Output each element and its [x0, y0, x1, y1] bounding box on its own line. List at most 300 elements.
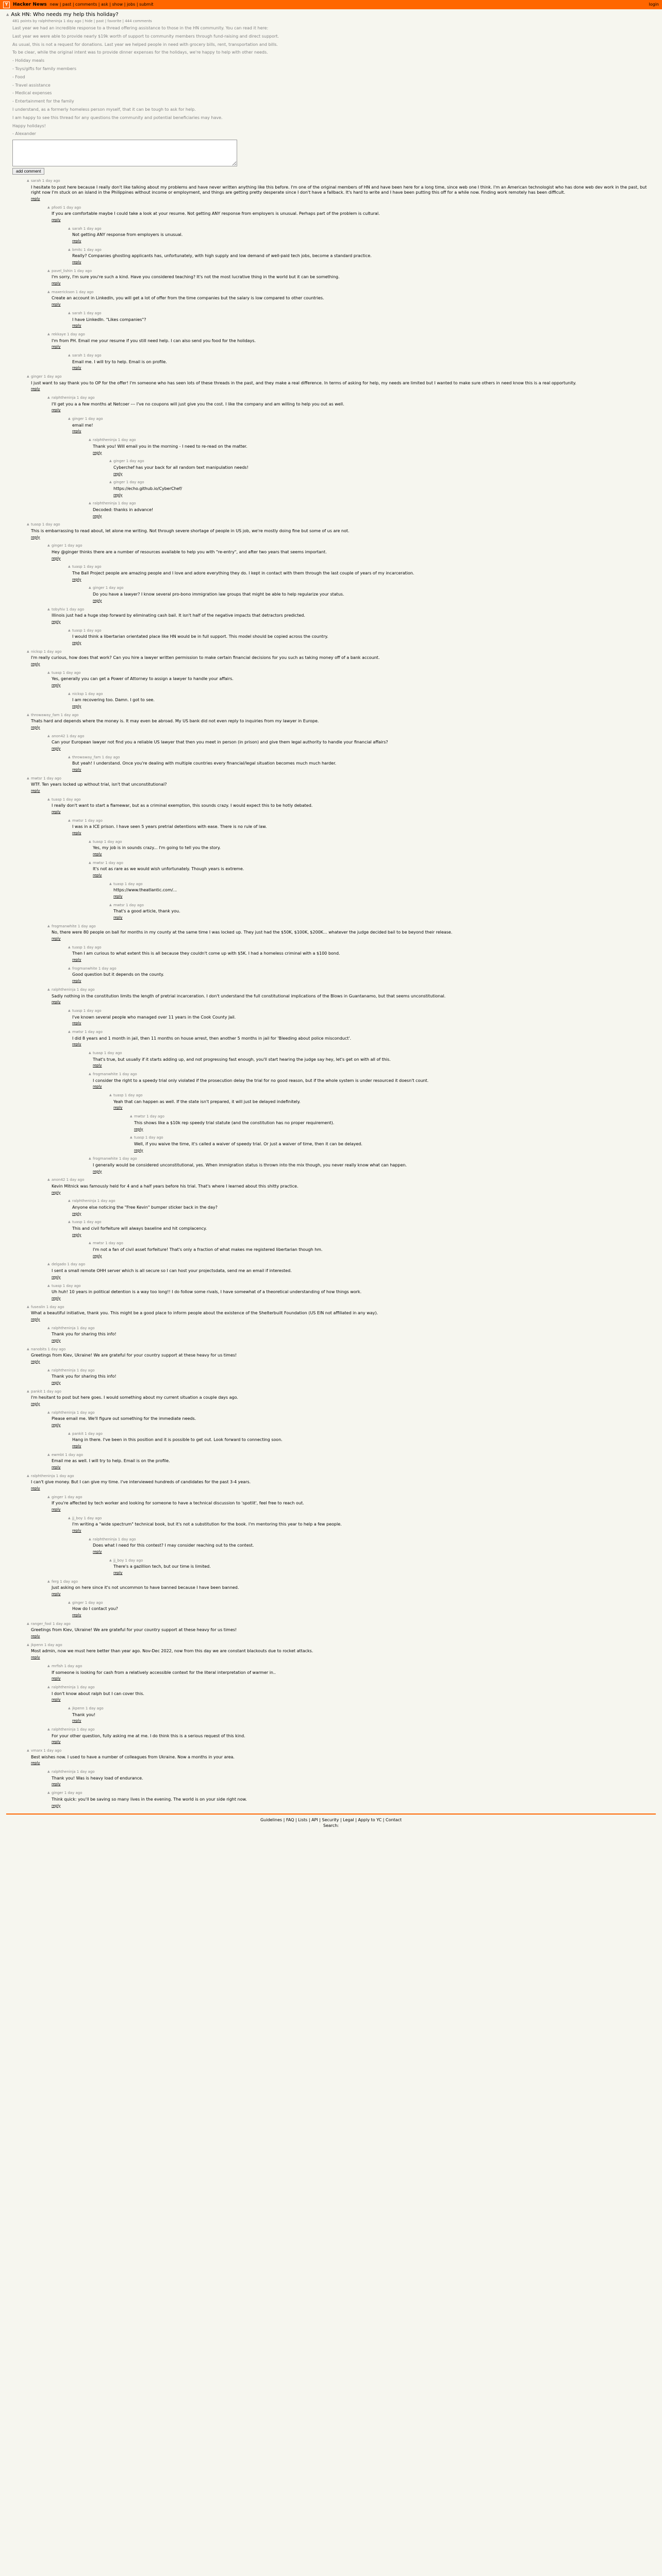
comment-user[interactable]: tuasp	[52, 670, 62, 675]
upvote-icon[interactable]: ▲	[89, 586, 91, 590]
comment-user[interactable]: tuasp	[93, 839, 103, 844]
upvote-icon[interactable]: ▲	[47, 205, 50, 209]
comment-user[interactable]: ginger	[52, 1495, 63, 1499]
reply-link[interactable]: reply	[72, 1211, 81, 1216]
comment-user[interactable]: ralphtheninja	[52, 988, 76, 992]
upvote-icon[interactable]: ▲	[47, 1579, 50, 1583]
reply-link[interactable]: reply	[52, 1803, 61, 1808]
reply-link[interactable]: reply	[93, 1550, 102, 1554]
upvote-icon[interactable]: ▲	[68, 353, 71, 358]
comment-age[interactable]: 1 day ago	[52, 1622, 71, 1626]
reply-link[interactable]: reply	[52, 937, 61, 941]
reply-link[interactable]: reply	[113, 894, 123, 899]
reply-link[interactable]: reply	[113, 916, 123, 920]
comment-age[interactable]: 1 day ago	[60, 1579, 78, 1584]
upvote-icon[interactable]: ▲	[47, 544, 50, 548]
upvote-icon[interactable]: ▲	[47, 269, 50, 273]
reply-link[interactable]: reply	[52, 281, 61, 286]
upvote-icon[interactable]: ▲	[68, 1516, 71, 1520]
reply-link[interactable]: reply	[31, 1634, 40, 1639]
comment-user[interactable]: ralphtheninja	[93, 438, 117, 443]
reply-link[interactable]: reply	[52, 408, 61, 413]
comment-age[interactable]: 1 day ago	[85, 818, 103, 823]
upvote-icon[interactable]: ▲	[47, 1770, 50, 1774]
reply-link[interactable]: reply	[31, 1655, 40, 1660]
upvote-icon[interactable]: ▲	[89, 860, 91, 865]
comment-age[interactable]: 1 day ago	[75, 290, 94, 295]
comment-user[interactable]: throwaway_fam	[31, 713, 60, 717]
upvote-icon[interactable]: ▲	[109, 882, 112, 886]
reply-link[interactable]: reply	[72, 429, 81, 434]
reply-link[interactable]: reply	[52, 1275, 61, 1279]
reply-link[interactable]: reply	[52, 1592, 61, 1597]
reply-link[interactable]: reply	[31, 535, 40, 539]
comment-age[interactable]: 1 day ago	[124, 882, 143, 886]
comment-age[interactable]: 1 day ago	[85, 1706, 104, 1711]
upvote-icon[interactable]: ▲	[68, 945, 71, 950]
upvote-icon[interactable]: ▲	[47, 1326, 50, 1330]
comment-user[interactable]: vmarx	[31, 1749, 43, 1753]
comment-age[interactable]: 1 day ago	[64, 1791, 82, 1795]
upvote-icon[interactable]: ▲	[47, 396, 50, 400]
story-title[interactable]: Ask HN: Who needs my help this holiday?	[11, 12, 119, 18]
comment-age[interactable]: 1 day ago	[66, 1178, 85, 1182]
reply-link[interactable]: reply	[52, 302, 61, 307]
reply-link[interactable]: reply	[52, 556, 61, 561]
comment-age[interactable]: 1 day ago	[43, 1389, 61, 1394]
upvote-icon[interactable]: ▲	[68, 1706, 71, 1710]
reply-link[interactable]: reply	[72, 260, 81, 265]
comment-user[interactable]: delgado	[52, 1262, 67, 1267]
comment-age[interactable]: 1 day ago	[105, 1241, 123, 1246]
comment-age[interactable]: 1 day ago	[83, 311, 102, 316]
comment-age[interactable]: 1 day ago	[85, 1030, 103, 1035]
comment-age[interactable]: 1 day ago	[44, 1643, 62, 1648]
comment-user[interactable]: pavel_lishin	[52, 269, 73, 274]
reply-link[interactable]: reply	[72, 366, 81, 370]
upvote-icon[interactable]: ▲	[27, 713, 29, 717]
upvote-icon[interactable]: ▲	[27, 776, 29, 780]
comment-age[interactable]: 1 day ago	[118, 438, 136, 443]
comment-user[interactable]: tuasp	[72, 945, 82, 950]
reply-link[interactable]: reply	[52, 619, 61, 624]
comment-age[interactable]: 1 day ago	[83, 628, 102, 633]
reply-link[interactable]: reply	[31, 1401, 40, 1406]
comment-user[interactable]: frogmanwhite	[72, 967, 97, 971]
comment-user[interactable]: mwtsr	[72, 818, 84, 823]
comment-age[interactable]: 1 day ago	[85, 1600, 103, 1605]
comment-user[interactable]: jj_boy	[72, 1516, 83, 1520]
comment-user[interactable]: ewmbt	[52, 1452, 64, 1457]
comment-age[interactable]: 1 day ago	[62, 670, 81, 675]
comment-user[interactable]: ginger	[52, 544, 63, 548]
upvote-icon[interactable]: ▲	[27, 1389, 29, 1393]
upvote-icon[interactable]: ▲	[109, 459, 112, 463]
upvote-icon[interactable]: ▲	[68, 226, 71, 230]
reply-link[interactable]: reply	[31, 725, 40, 730]
upvote-icon[interactable]: ▲	[89, 1241, 91, 1245]
reply-link[interactable]: reply	[72, 1613, 81, 1618]
comment-user[interactable]: mwtsr	[31, 776, 42, 781]
reply-link[interactable]: reply	[72, 640, 81, 645]
upvote-icon[interactable]: ▲	[6, 12, 9, 17]
reply-link[interactable]: reply	[72, 324, 81, 328]
reply-link[interactable]: reply	[31, 1359, 40, 1364]
comment-age[interactable]: 1 day ago	[64, 544, 82, 548]
comment-user[interactable]: ranger_fool	[31, 1622, 52, 1626]
comment-user[interactable]: ralphtheninja	[72, 1199, 96, 1204]
upvote-icon[interactable]: ▲	[27, 1473, 29, 1478]
comment-age[interactable]: 1 day ago	[62, 797, 81, 802]
comment-user[interactable]: ralphtheninja	[52, 1727, 76, 1732]
upvote-icon[interactable]: ▲	[47, 1410, 50, 1414]
comment-user[interactable]: tuasp	[72, 1220, 82, 1225]
upvote-icon[interactable]: ▲	[109, 480, 112, 484]
comment-user[interactable]: ralphtheninja	[52, 1368, 76, 1372]
upvote-icon[interactable]: ▲	[47, 1727, 50, 1732]
add-comment-button[interactable]: add comment	[12, 168, 44, 175]
upvote-icon[interactable]: ▲	[89, 1537, 91, 1541]
reply-link[interactable]: reply	[52, 1507, 61, 1512]
comment-user[interactable]: pankit	[72, 1431, 84, 1436]
comment-user[interactable]: tuasp	[93, 1051, 103, 1056]
upvote-icon[interactable]: ▲	[47, 924, 50, 928]
comment-age[interactable]: 1 day ago	[60, 713, 79, 717]
comment-user[interactable]: nicksp	[72, 691, 84, 696]
upvote-icon[interactable]: ▲	[89, 501, 91, 505]
comment-age[interactable]: 1 day ago	[76, 1727, 95, 1732]
comment-user[interactable]: frogmanwhite	[93, 1072, 118, 1077]
upvote-icon[interactable]: ▲	[68, 967, 71, 971]
reply-link[interactable]: reply	[72, 1529, 81, 1533]
comment-user[interactable]: pfooti	[52, 205, 62, 210]
upvote-icon[interactable]: ▲	[109, 1558, 112, 1562]
comment-age[interactable]: 1 day ago	[66, 607, 85, 612]
reply-link[interactable]: reply	[72, 958, 81, 962]
reply-link[interactable]: reply	[52, 1676, 61, 1681]
upvote-icon[interactable]: ▲	[27, 522, 29, 527]
comment-age[interactable]: 1 day ago	[118, 1537, 136, 1541]
y-logo-icon[interactable]: Y	[3, 2, 10, 8]
reply-link[interactable]: reply	[72, 577, 81, 582]
upvote-icon[interactable]: ▲	[27, 1304, 29, 1309]
upvote-icon[interactable]: ▲	[47, 1664, 50, 1668]
comment-age[interactable]: 1 day ago	[83, 1009, 102, 1013]
upvote-icon[interactable]: ▲	[27, 1347, 29, 1351]
reply-link[interactable]: reply	[52, 1465, 61, 1469]
comment-age[interactable]: 1 day ago	[124, 1093, 143, 1098]
comment-user[interactable]: mrfish	[52, 1664, 63, 1669]
footer-links[interactable]: Guidelines | FAQ | Lists | API | Security | Legal | Apply to YC | Contact	[260, 1818, 402, 1823]
comment-user[interactable]: bmitc	[72, 247, 82, 252]
reply-link[interactable]: reply	[93, 1063, 102, 1068]
comment-user[interactable]: sarah	[31, 179, 41, 183]
reply-link[interactable]: reply	[72, 831, 81, 836]
upvote-icon[interactable]: ▲	[27, 1643, 29, 1647]
comment-user[interactable]: ginger	[113, 459, 125, 464]
reply-link[interactable]: reply	[31, 387, 40, 392]
upvote-icon[interactable]: ▲	[109, 903, 112, 907]
comment-age[interactable]: 1 day ago	[76, 396, 95, 400]
comment-age[interactable]: 1 day ago	[43, 776, 61, 781]
comment-user[interactable]: ralphtheninja	[52, 1410, 76, 1415]
comment-user[interactable]: throwaway_fam	[72, 755, 101, 759]
upvote-icon[interactable]: ▲	[130, 1136, 133, 1140]
comment-age[interactable]: 1 day ago	[43, 375, 62, 379]
reply-link[interactable]: reply	[52, 345, 61, 349]
upvote-icon[interactable]: ▲	[27, 1749, 29, 1753]
comment-age[interactable]: 1 day ago	[76, 1410, 95, 1415]
comment-age[interactable]: 1 day ago	[76, 1368, 95, 1372]
comment-age[interactable]: 1 day ago	[145, 1136, 163, 1140]
reply-link[interactable]: reply	[93, 450, 102, 455]
comment-age[interactable]: 1 day ago	[125, 1558, 143, 1563]
upvote-icon[interactable]: ▲	[68, 755, 71, 759]
comment-age[interactable]: 1 day ago	[85, 417, 103, 421]
comment-user[interactable]: frogmanwhite	[52, 924, 77, 928]
upvote-icon[interactable]: ▲	[47, 670, 50, 674]
comment-user[interactable]: nicksp	[31, 649, 43, 654]
upvote-icon[interactable]: ▲	[130, 1114, 133, 1118]
reply-link[interactable]: reply	[72, 1042, 81, 1047]
comment-user[interactable]: mwtsr	[134, 1114, 145, 1119]
comment-user[interactable]: mwtsr	[72, 1030, 84, 1035]
reply-link[interactable]: reply	[93, 1169, 102, 1174]
comment-user[interactable]: jj_boy	[113, 1558, 124, 1563]
comment-user[interactable]: tuasp	[113, 1093, 124, 1098]
comment-age[interactable]: 1 day ago	[83, 945, 102, 950]
comment-user[interactable]: fusealin	[31, 1304, 45, 1309]
comment-user[interactable]: sarah	[72, 353, 82, 358]
upvote-icon[interactable]: ▲	[89, 839, 91, 843]
comment-user[interactable]: rekkaye	[52, 332, 66, 337]
comment-age[interactable]: 1 day ago	[119, 1072, 137, 1077]
comment-user[interactable]: tuasp	[72, 628, 82, 633]
reply-link[interactable]: reply	[113, 493, 123, 497]
reply-link[interactable]: reply	[93, 1253, 102, 1258]
comment-user[interactable]: frogmanwhite	[93, 1157, 118, 1161]
comment-age[interactable]: 1 day ago	[84, 1516, 102, 1520]
reply-link[interactable]: reply	[52, 1740, 61, 1744]
reply-link[interactable]: reply	[72, 1232, 81, 1237]
comment-user[interactable]: ginger	[31, 375, 43, 379]
upvote-icon[interactable]: ▲	[68, 565, 71, 569]
comment-age[interactable]: 1 day ago	[66, 734, 85, 738]
comment-age[interactable]: 1 day ago	[83, 226, 102, 231]
reply-link[interactable]: reply	[93, 598, 102, 603]
reply-link[interactable]: reply	[72, 1719, 81, 1723]
reply-link[interactable]: reply	[31, 197, 40, 201]
comment-age[interactable]: 1 day ago	[104, 1051, 122, 1056]
comment-user[interactable]: ginger	[113, 480, 125, 485]
upvote-icon[interactable]: ▲	[68, 1009, 71, 1013]
comment-age[interactable]: 1 day ago	[119, 1157, 137, 1161]
reply-link[interactable]: reply	[134, 1148, 143, 1153]
login-link[interactable]: login	[649, 2, 659, 7]
comment-user[interactable]: tuasp	[72, 1009, 82, 1013]
comment-age[interactable]: 1 day ago	[118, 501, 136, 506]
reply-link[interactable]: reply	[31, 1486, 40, 1491]
comment-age[interactable]: 1 day ago	[43, 1749, 62, 1753]
comment-age[interactable]: 1 day ago	[98, 967, 117, 971]
comment-user[interactable]: tuasp	[52, 1283, 62, 1288]
comment-age[interactable]: 1 day ago	[83, 1220, 102, 1225]
upvote-icon[interactable]: ▲	[47, 1262, 50, 1266]
reply-link[interactable]: reply	[52, 1782, 61, 1787]
comment-age[interactable]: 1 day ago	[42, 522, 60, 527]
upvote-icon[interactable]: ▲	[47, 1178, 50, 1182]
upvote-icon[interactable]: ▲	[47, 1283, 50, 1287]
reply-link[interactable]: reply	[113, 1106, 123, 1110]
comment-user[interactable]: anon42	[52, 734, 65, 738]
comment-age[interactable]: 1 day ago	[74, 269, 92, 274]
comment-user[interactable]: ferg	[52, 1579, 59, 1584]
upvote-icon[interactable]: ▲	[89, 1157, 91, 1161]
comment-age[interactable]: 1 day ago	[76, 988, 95, 992]
comment-age[interactable]: 1 day ago	[42, 179, 60, 183]
comment-user[interactable]: ginger	[93, 586, 105, 590]
comment-age[interactable]: 1 day ago	[47, 1347, 66, 1351]
reply-link[interactable]: reply	[113, 471, 123, 476]
comment-user[interactable]: jkpenn	[31, 1643, 43, 1648]
upvote-icon[interactable]: ▲	[47, 1452, 50, 1456]
comment-age[interactable]: 1 day ago	[126, 903, 144, 907]
comment-user[interactable]: pankit	[31, 1389, 42, 1394]
upvote-icon[interactable]: ▲	[27, 649, 29, 653]
comment-user[interactable]: ginger	[72, 1600, 84, 1605]
upvote-icon[interactable]: ▲	[89, 1051, 91, 1055]
comment-age[interactable]: 1 day ago	[77, 924, 96, 928]
comment-age[interactable]: 1 day ago	[76, 1685, 95, 1690]
comment-user[interactable]: anon42	[52, 1178, 65, 1182]
upvote-icon[interactable]: ▲	[68, 1030, 71, 1034]
comment-user[interactable]: sarah	[72, 311, 82, 316]
comment-age[interactable]: 1 day ago	[102, 755, 120, 759]
upvote-icon[interactable]: ▲	[68, 1220, 71, 1224]
upvote-icon[interactable]: ▲	[109, 1093, 112, 1097]
reply-link[interactable]: reply	[52, 1000, 61, 1005]
comment-user[interactable]: nanobits	[31, 1347, 47, 1351]
comment-user[interactable]: ginger	[52, 1791, 63, 1795]
comment-age[interactable]: 1 day ago	[97, 1199, 115, 1204]
comment-age[interactable]: 1 day ago	[126, 459, 144, 464]
reply-link[interactable]: reply	[31, 662, 40, 666]
comment-user[interactable]: maxerickson	[52, 290, 75, 295]
comment-age[interactable]: 1 day ago	[67, 1262, 86, 1267]
comment-age[interactable]: 1 day ago	[126, 480, 144, 485]
upvote-icon[interactable]: ▲	[89, 1072, 91, 1076]
upvote-icon[interactable]: ▲	[27, 375, 29, 379]
comment-age[interactable]: 1 day ago	[85, 1431, 103, 1436]
comment-user[interactable]: ralphtheninja	[93, 501, 117, 506]
upvote-icon[interactable]: ▲	[68, 247, 71, 251]
reply-link[interactable]: reply	[52, 810, 61, 815]
comment-age[interactable]: 1 day ago	[83, 565, 102, 569]
upvote-icon[interactable]: ▲	[68, 1600, 71, 1604]
reply-link[interactable]: reply	[52, 218, 61, 223]
comment-user[interactable]: tuasp	[113, 882, 124, 886]
comment-age[interactable]: 1 day ago	[62, 1283, 81, 1288]
comment-user[interactable]: ralphtheninja	[31, 1473, 55, 1478]
comment-user[interactable]: ginger	[72, 417, 84, 421]
site-title[interactable]: Hacker News	[13, 2, 47, 7]
upvote-icon[interactable]: ▲	[47, 1495, 50, 1499]
comment-age[interactable]: 1 day ago	[105, 860, 123, 865]
reply-link[interactable]: reply	[72, 704, 81, 708]
comment-age[interactable]: 1 day ago	[76, 1770, 95, 1774]
reply-link[interactable]: reply	[93, 514, 102, 518]
comment-age[interactable]: 1 day ago	[83, 353, 102, 358]
comment-user[interactable]: tuasp	[134, 1136, 144, 1140]
comment-age[interactable]: 1 day ago	[104, 839, 122, 844]
comment-input[interactable]	[12, 140, 237, 166]
comment-user[interactable]: sarah	[72, 226, 82, 231]
comment-user[interactable]: tobyhiv	[52, 607, 65, 612]
nav-links[interactable]: new | past | comments | ask | show | jobs | submit	[49, 2, 154, 7]
reply-link[interactable]: reply	[72, 1021, 81, 1026]
reply-link[interactable]: reply	[31, 1761, 40, 1766]
upvote-icon[interactable]: ▲	[68, 628, 71, 632]
upvote-icon[interactable]: ▲	[47, 988, 50, 992]
comment-age[interactable]: 1 day ago	[84, 247, 102, 252]
reply-link[interactable]: reply	[31, 1317, 40, 1321]
reply-link[interactable]: reply	[52, 1338, 61, 1343]
comment-age[interactable]: 1 day ago	[105, 586, 124, 590]
comment-age[interactable]: 1 day ago	[46, 1304, 64, 1309]
upvote-icon[interactable]: ▲	[27, 1622, 29, 1626]
upvote-icon[interactable]: ▲	[47, 1368, 50, 1372]
upvote-icon[interactable]: ▲	[68, 1199, 71, 1203]
reply-link[interactable]: reply	[52, 1380, 61, 1385]
comment-age[interactable]: 1 day ago	[67, 332, 85, 337]
upvote-icon[interactable]: ▲	[68, 417, 71, 421]
comment-user[interactable]: mwtsr	[93, 860, 104, 865]
comment-age[interactable]: 1 day ago	[76, 1326, 95, 1330]
upvote-icon[interactable]: ▲	[68, 691, 71, 696]
upvote-icon[interactable]: ▲	[68, 311, 71, 315]
upvote-icon[interactable]: ▲	[47, 290, 50, 294]
upvote-icon[interactable]: ▲	[47, 1685, 50, 1689]
comment-age[interactable]: 1 day ago	[85, 691, 103, 696]
reply-link[interactable]: reply	[52, 1422, 61, 1427]
reply-link[interactable]: reply	[93, 852, 102, 857]
upvote-icon[interactable]: ▲	[47, 797, 50, 801]
reply-link[interactable]: reply	[113, 1571, 123, 1575]
reply-link[interactable]: reply	[134, 1127, 143, 1131]
comment-user[interactable]: mwtsr	[93, 1241, 104, 1246]
comment-user[interactable]: tuasp	[52, 797, 62, 802]
comment-user[interactable]: ralphtheninja	[52, 396, 76, 400]
upvote-icon[interactable]: ▲	[68, 1431, 71, 1435]
comment-user[interactable]: ralphtheninja	[52, 1685, 76, 1690]
reply-link[interactable]: reply	[93, 873, 102, 878]
upvote-icon[interactable]: ▲	[47, 734, 50, 738]
comment-age[interactable]: 1 day ago	[43, 649, 62, 654]
upvote-icon[interactable]: ▲	[47, 332, 50, 336]
comment-user[interactable]: ralphtheninja	[52, 1770, 76, 1774]
comment-age[interactable]: 1 day ago	[64, 1495, 82, 1499]
reply-link[interactable]: reply	[52, 683, 61, 687]
comment-user[interactable]: tuasp	[72, 565, 82, 569]
reply-link[interactable]: reply	[31, 789, 40, 793]
reply-link[interactable]: reply	[52, 1296, 61, 1300]
upvote-icon[interactable]: ▲	[47, 1791, 50, 1795]
comment-user[interactable]: ralphtheninja	[93, 1537, 117, 1541]
upvote-icon[interactable]: ▲	[68, 818, 71, 822]
reply-link[interactable]: reply	[52, 1698, 61, 1702]
comment-age[interactable]: 1 day ago	[64, 1664, 82, 1669]
reply-link[interactable]: reply	[72, 767, 81, 772]
